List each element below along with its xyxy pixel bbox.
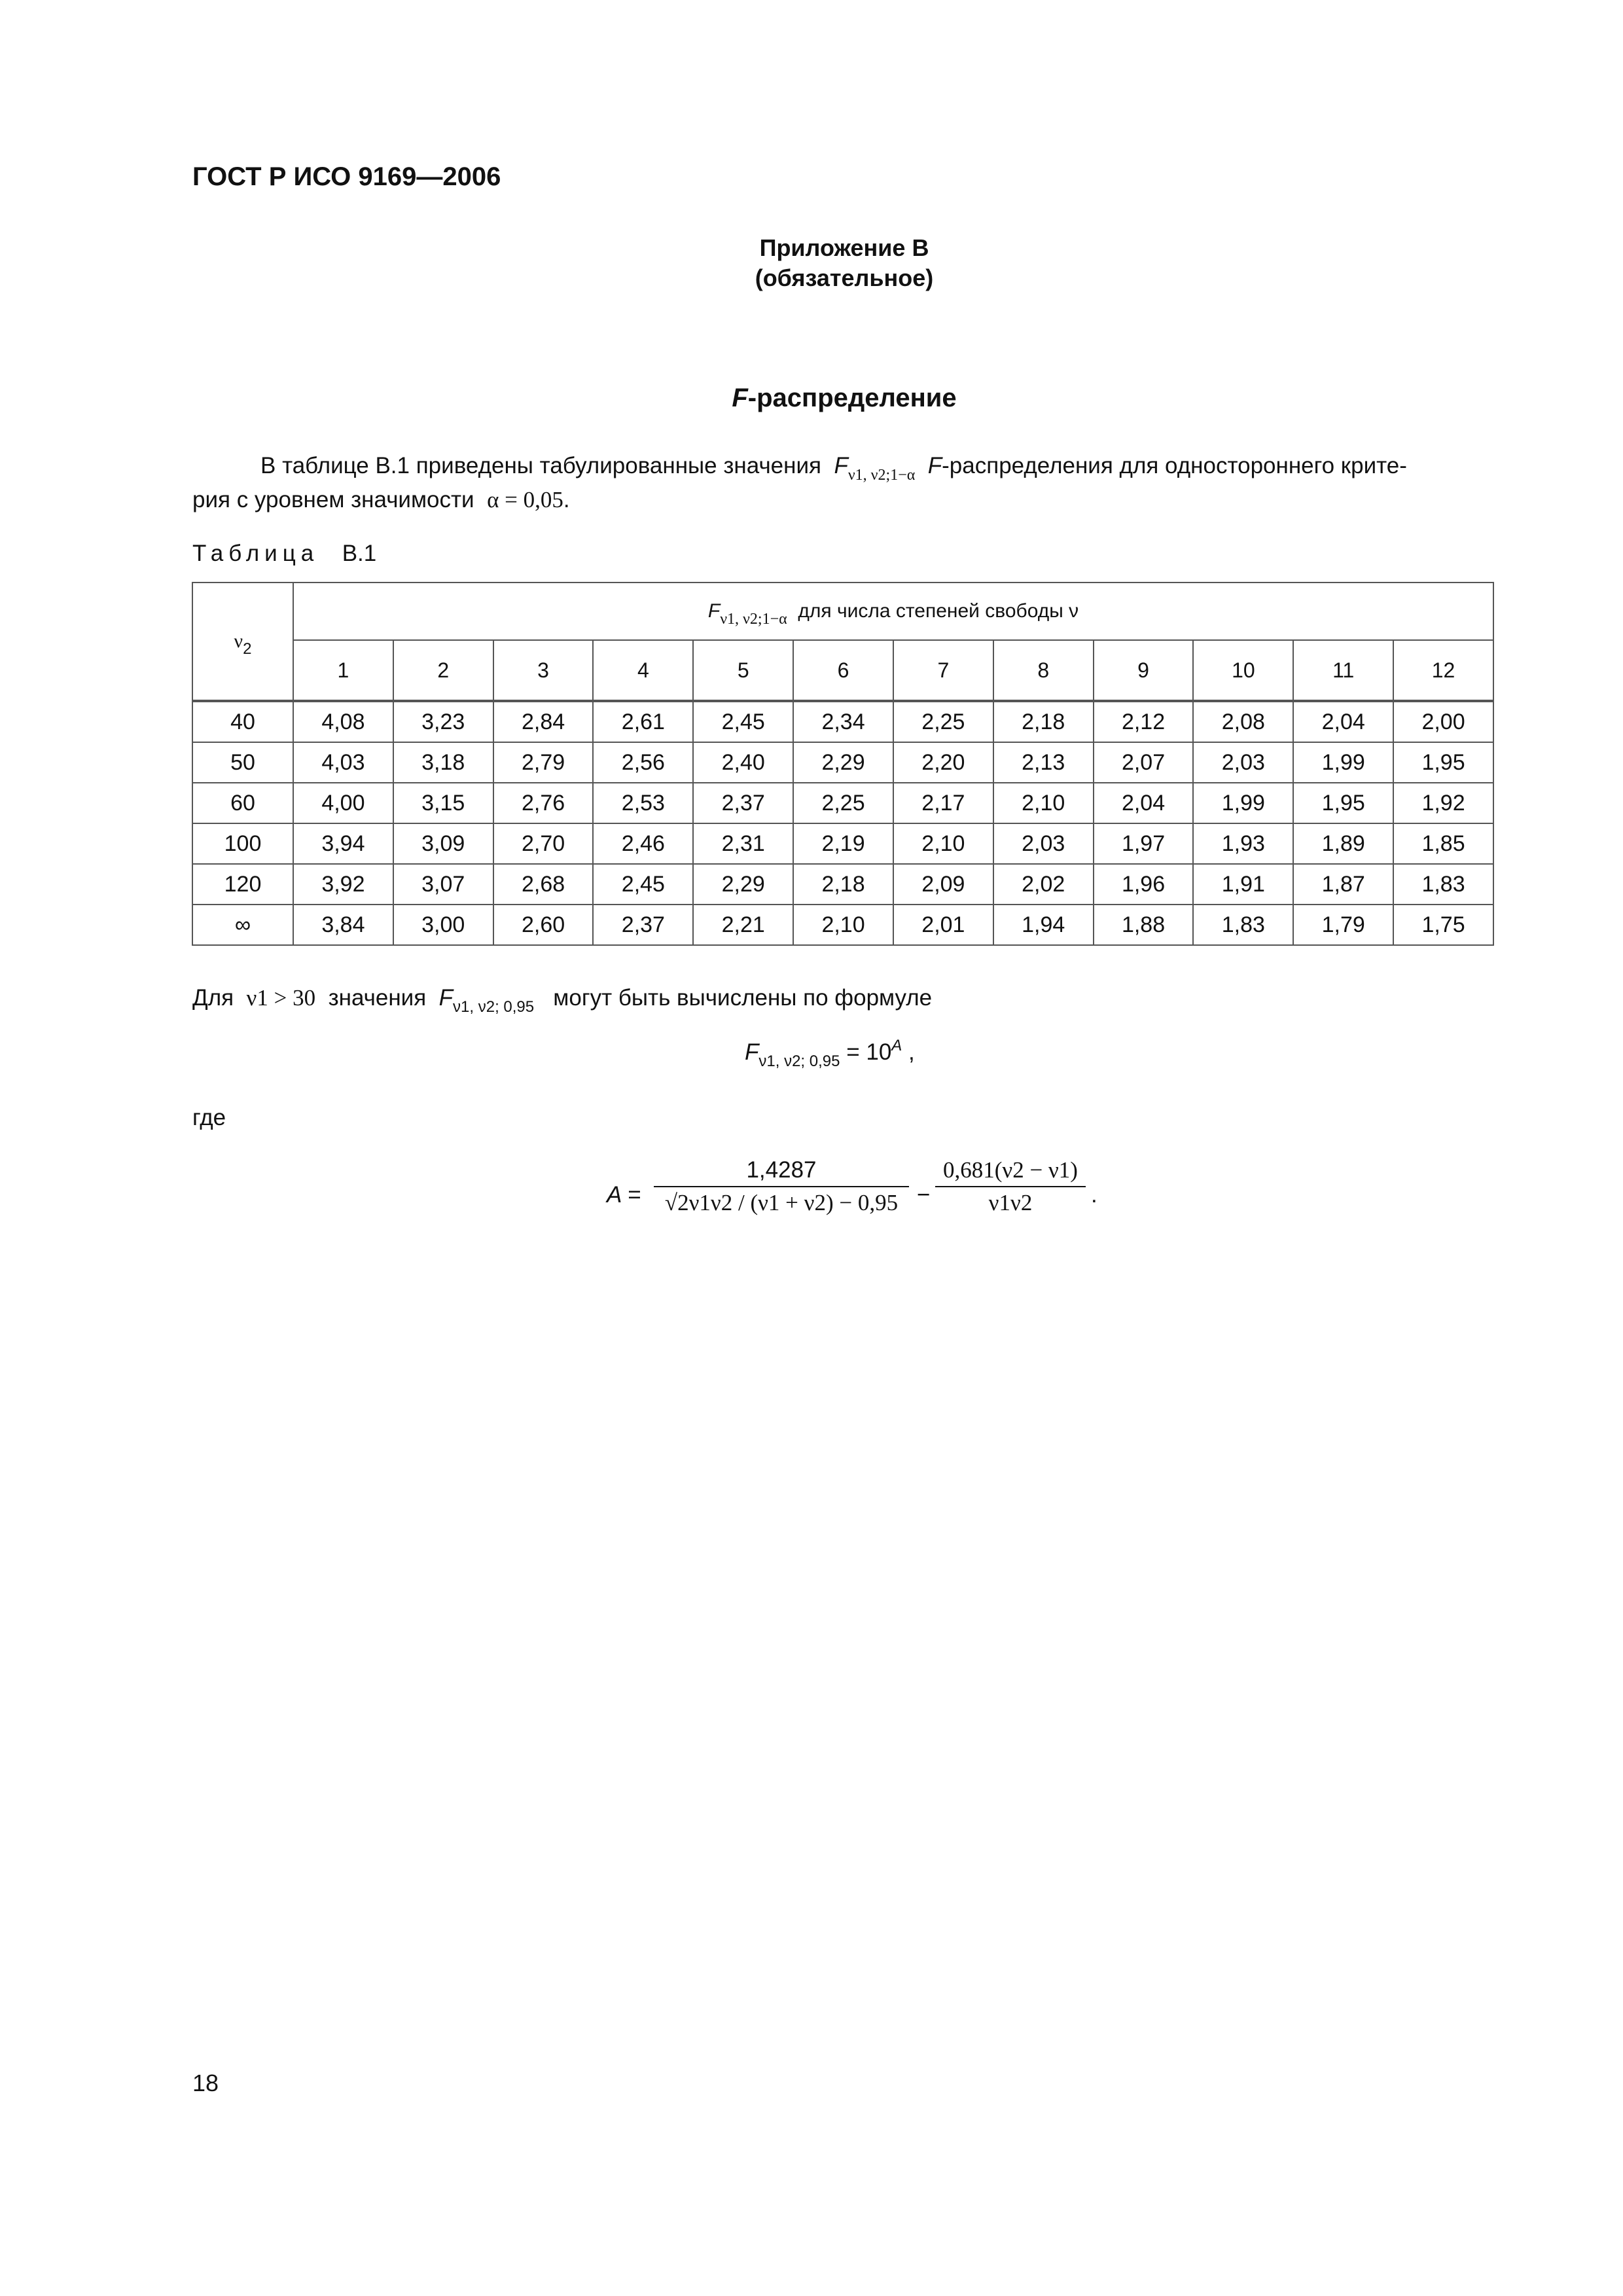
table-cell: 2,10: [793, 905, 893, 945]
table-cell: 2,37: [593, 905, 693, 945]
table-cell: 2,56: [593, 742, 693, 783]
table-cell: 1,79: [1293, 905, 1393, 945]
table-row: [192, 783, 1493, 823]
appendix-heading: [0, 233, 1623, 293]
table-caption: [192, 541, 376, 567]
column-header: 2: [393, 640, 493, 700]
table-cell: 1,95: [1393, 742, 1493, 783]
table-cell: 2,04: [1293, 702, 1393, 742]
intro-text-before: В таблице В.1 приведены табулированные значения: [260, 453, 821, 478]
table-cell: 2,18: [793, 864, 893, 905]
column-header: 8: [993, 640, 1094, 700]
section-title-text: -распределение: [747, 384, 957, 412]
row-header-v2: 40: [192, 702, 293, 742]
table-caption-label: Таблица: [192, 541, 319, 566]
formula-intro-sub: ν1, ν2; 0,95: [453, 998, 535, 1016]
table-cell: 2,60: [493, 905, 594, 945]
intro-symbol-sub: ν1, ν2;1−α: [847, 467, 916, 484]
table-caption-number: В.1: [342, 541, 377, 566]
table-cell: 2,09: [893, 864, 993, 905]
table-cell: 1,83: [1393, 864, 1493, 905]
table-cell: 2,29: [693, 864, 793, 905]
table-cell: 1,97: [1094, 823, 1194, 864]
page-number: 18: [192, 2070, 219, 2096]
table-row: [192, 823, 1493, 864]
intro-symbol-F: F: [834, 453, 848, 478]
table-cell: 2,25: [793, 783, 893, 823]
formula-A-fraction-2: $\frac{0,681(\nu 2 - \nu 1)}{\nu 1\nu 2}$: [935, 1157, 1086, 1216]
table-cell: 2,10: [893, 823, 993, 864]
table-cell: 2,19: [793, 823, 893, 864]
table-cell: 1,88: [1094, 905, 1194, 945]
table-cell: 2,12: [1094, 702, 1194, 742]
formula-intro-F: F: [438, 985, 454, 1011]
f-distribution-table: [192, 582, 1494, 946]
appendix-status: (обязательное): [755, 264, 934, 291]
group-header: $F_{\nu 1, \nu 2;1-\alpha}$ для числа степеней свободы ν: [293, 583, 1493, 640]
table-row: [192, 702, 1493, 742]
table-cell: 2,37: [693, 783, 793, 823]
table-cell: 2,46: [593, 823, 693, 864]
table-cell: 2,17: [893, 783, 993, 823]
table-cell: 2,03: [993, 823, 1094, 864]
table-cell: 2,18: [993, 702, 1094, 742]
table-cell: 3,15: [393, 783, 493, 823]
table-cell: 1,75: [1393, 905, 1493, 945]
table-cell: 2,68: [493, 864, 594, 905]
formula-intro-condition: ν1 > 30: [246, 985, 316, 1011]
column-header: 1: [293, 640, 393, 700]
column-header: 3: [493, 640, 594, 700]
column-header: 11: [1293, 640, 1393, 700]
column-header: 7: [893, 640, 993, 700]
column-header: 9: [1094, 640, 1194, 700]
document-code: ГОСТ Р ИСО 9169—2006: [192, 162, 501, 191]
table-row: [192, 864, 1493, 905]
column-header: 4: [593, 640, 693, 700]
table-cell: 2,08: [1193, 702, 1293, 742]
table-cell: 1,92: [1393, 783, 1493, 823]
column-header: 10: [1193, 640, 1293, 700]
column-header: 12: [1393, 640, 1493, 700]
table-cell: 3,92: [293, 864, 393, 905]
section-title: [0, 384, 1623, 413]
table-cell: 2,29: [793, 742, 893, 783]
formula-A: [607, 1157, 1104, 1229]
row-header-v2: 50: [192, 742, 293, 783]
table-cell: 3,94: [293, 823, 393, 864]
table-cell: 3,07: [393, 864, 493, 905]
intro-text-after: -распределения для одностороннего крите-: [942, 453, 1407, 478]
formula-intro-text1: Для: [192, 985, 234, 1011]
table-cell: 1,95: [1293, 783, 1393, 823]
table-cell: 2,61: [593, 702, 693, 742]
table-cell: 1,99: [1293, 742, 1393, 783]
table-cell: 2,34: [793, 702, 893, 742]
table-cell: 2,53: [593, 783, 693, 823]
table-cell: 2,07: [1094, 742, 1194, 783]
table-cell: 1,85: [1393, 823, 1493, 864]
table-cell: 2,04: [1094, 783, 1194, 823]
table-cell: 1,83: [1193, 905, 1293, 945]
column-header: 5: [693, 640, 793, 700]
table-cell: 2,84: [493, 702, 594, 742]
table-cell: 3,23: [393, 702, 493, 742]
table-cell: 2,70: [493, 823, 594, 864]
table-cell: 2,45: [593, 864, 693, 905]
row-header-v2: 60: [192, 783, 293, 823]
table-cell: 2,01: [893, 905, 993, 945]
row-header-v2: 120: [192, 864, 293, 905]
table-cell: 1,99: [1193, 783, 1293, 823]
table-cell: 2,45: [693, 702, 793, 742]
formula-intro-text3: могут быть вычислены по формуле: [553, 985, 933, 1011]
table-row: [192, 905, 1493, 945]
table-cell: 2,13: [993, 742, 1094, 783]
table-cell: 4,00: [293, 783, 393, 823]
intro-line2: рия с уровнем значимости: [192, 487, 474, 512]
row-header-v2: ∞: [192, 905, 293, 945]
where-label: где: [192, 1105, 226, 1130]
table-cell: 4,08: [293, 702, 393, 742]
table-cell: 2,02: [993, 864, 1094, 905]
table-row: [192, 742, 1493, 783]
table-cell: 2,00: [1393, 702, 1493, 742]
formula-A-period: .: [1091, 1182, 1097, 1208]
table-cell: 1,89: [1293, 823, 1393, 864]
table-cell: 2,20: [893, 742, 993, 783]
intro-alpha: α = 0,05: [487, 487, 563, 512]
table-cell: 2,25: [893, 702, 993, 742]
table-cell: 1,91: [1193, 864, 1293, 905]
formula-intro: [192, 985, 933, 1016]
table-cell: 1,93: [1193, 823, 1293, 864]
table-cell: 3,84: [293, 905, 393, 945]
table-cell: 1,87: [1293, 864, 1393, 905]
section-title-symbol: F: [732, 384, 748, 412]
main-formula: $F_{\nu 1, \nu 2; 0,95} = 10^A$ ,: [745, 1037, 915, 1070]
table-cell: 1,94: [993, 905, 1094, 945]
table-cell: 3,09: [393, 823, 493, 864]
table-cell: 2,79: [493, 742, 594, 783]
table-cell: 2,10: [993, 783, 1094, 823]
column-header: 6: [793, 640, 893, 700]
table-cell: 2,31: [693, 823, 793, 864]
formula-A-lhs: A =: [607, 1182, 641, 1208]
table-cell: 1,96: [1094, 864, 1194, 905]
table-cell: 2,21: [693, 905, 793, 945]
formula-intro-text2: значения: [328, 985, 427, 1011]
table-cell: 4,03: [293, 742, 393, 783]
formula-A-minus: −: [917, 1182, 931, 1208]
formula-A-fraction-1: $\frac{1,4287}{√2\nu 1\nu 2 / (\nu 1 + \nu 2) - 0,95}$: [654, 1157, 909, 1216]
intro-paragraph: [192, 450, 1501, 516]
intro-period: .: [563, 487, 570, 512]
row-header-v2: 100: [192, 823, 293, 864]
intro-after-symbol: F: [927, 453, 942, 478]
table-cell: 3,00: [393, 905, 493, 945]
appendix-title: Приложение В: [759, 234, 929, 261]
corner-header: $\nu_2$: [192, 583, 293, 700]
table-cell: 2,40: [693, 742, 793, 783]
table-cell: 3,18: [393, 742, 493, 783]
table-cell: 2,03: [1193, 742, 1293, 783]
table-cell: 2,76: [493, 783, 594, 823]
